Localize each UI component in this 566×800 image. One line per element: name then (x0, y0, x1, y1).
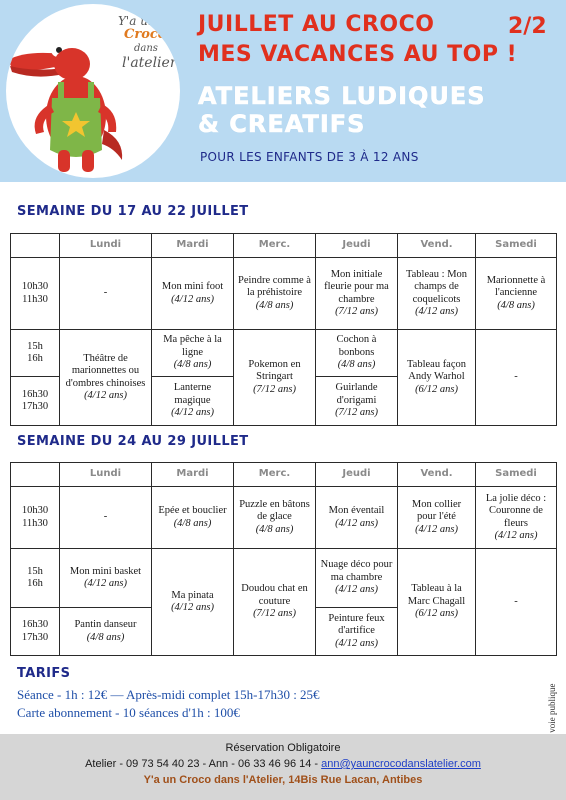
corner-cell (11, 463, 60, 487)
time-cell (11, 258, 60, 330)
activity-name: Guirlande d'origami (335, 382, 378, 406)
reservation-note: Réservation Obligatoire (225, 742, 341, 754)
activity-name: Pantin danseur (74, 619, 137, 630)
activity-name: - (103, 511, 108, 523)
day-header: Mardi (152, 463, 234, 487)
activity-cell (234, 549, 316, 656)
table-row (11, 487, 557, 549)
time-cell (11, 487, 60, 549)
age-range: (4/8 ans) (497, 299, 535, 311)
activity-cell (316, 487, 398, 549)
activity-cell (152, 258, 234, 330)
activity-cell (60, 330, 152, 426)
activity-name: Epée et bouclier (158, 505, 227, 516)
logo-line: dans (134, 43, 158, 54)
title-line-3: ATELIERS LUDIQUES (198, 82, 486, 110)
age-range: (4/8 ans) (86, 631, 125, 643)
corner-cell (11, 234, 60, 258)
title-line-1: JUILLET AU CROCO (198, 12, 435, 37)
activity-cell (234, 258, 316, 330)
activity-name: Peindre comme à la préhistoire (238, 274, 311, 299)
activity-cell (398, 487, 476, 549)
age-range: (4/12 ans) (84, 578, 127, 589)
age-range: (4/12 ans) (335, 584, 378, 596)
age-range: (4/8 ans) (255, 523, 294, 535)
activity-name: Pokemon en Stringart (248, 358, 301, 383)
table-header-row (11, 463, 557, 487)
contact-line (0, 758, 566, 770)
logo-wordmark (118, 14, 180, 70)
tarif-line-2: Carte abonnement - 10 séances d'1h : 100€ (17, 705, 240, 720)
activity-cell (476, 330, 557, 426)
activity-cell (152, 330, 234, 377)
age-range: (7/12 ans) (335, 306, 378, 317)
table-row (11, 330, 557, 377)
activity-name: - (514, 595, 518, 607)
activity-cell (316, 258, 398, 330)
time-end: 11h30 (22, 517, 48, 529)
activity-name: Peinture feux d'artifice (328, 612, 385, 637)
activity-cell (152, 377, 234, 426)
title-line-2: MES VACANCES AU TOP ! (198, 42, 518, 67)
time-cell (11, 608, 60, 656)
time-start: 10h30 (21, 281, 49, 292)
day-header: Vend. (398, 234, 476, 258)
activity-name: Tableau à la Marc Chagall (407, 583, 466, 607)
activity-name: Tableau façon Andy Warhol (406, 358, 467, 383)
activity-name: Nuage déco pour ma chambre (320, 559, 393, 583)
activity-cell (60, 258, 152, 330)
activity-name: Théâtre de marionnettes ou d'ombres chinoises (65, 352, 146, 389)
activity-name: Doudou chat en couture (241, 583, 308, 607)
page-number: 2/2 (508, 14, 547, 39)
age-range: (7/12 ans) (335, 407, 378, 419)
activity-name: Ma pêche à la ligne (163, 334, 222, 358)
activity-name: Mon collier pour l'été (411, 498, 462, 523)
activity-cell (398, 330, 476, 426)
logo-line: Croco (124, 27, 167, 42)
activity-cell (152, 549, 234, 656)
time-end: 17h30 (21, 631, 49, 643)
week1-schedule-table (10, 233, 557, 426)
contact-phones: Atelier - 09 73 54 40 23 - Ann - 06 33 46 96 14 - (85, 758, 322, 770)
time-start: 15h (27, 340, 43, 352)
activity-name: Mon éventail (328, 505, 385, 516)
age-range: (6/12 ans) (415, 383, 458, 395)
crocodile-mascot-icon (6, 20, 126, 178)
activity-name: Tableau : Mon champs de coquelicots (405, 268, 468, 305)
activity-name: Marionnette à l'ancienne (486, 274, 546, 299)
tarifs-title: TARIFS (17, 666, 71, 681)
age-range: (4/8 ans) (337, 359, 376, 371)
age-range: (7/12 ans) (253, 383, 296, 395)
age-range: (4/12 ans) (415, 523, 458, 535)
activity-cell (316, 608, 398, 656)
activity-cell (398, 258, 476, 330)
time-end: 16h (27, 353, 43, 364)
day-header: Mardi (152, 234, 234, 258)
day-header: Samedi (476, 234, 557, 258)
activity-cell (60, 608, 152, 656)
day-header: Jeudi (316, 463, 398, 487)
time-end: 11h30 (22, 293, 48, 305)
age-range: (4/12 ans) (84, 390, 127, 401)
logo-circle (6, 4, 180, 178)
activity-name: Lanterne magique (173, 382, 212, 406)
age-range: (4/8 ans) (173, 359, 212, 371)
activity-name: - (103, 287, 108, 299)
tarif-line-1: Séance - 1h : 12€ — Après-midi complet 15h-17h30 : 25€ (17, 687, 320, 702)
table-row (11, 258, 557, 330)
activity-name: Mon mini basket (69, 565, 142, 577)
day-header: Lundi (60, 234, 152, 258)
activity-cell (316, 377, 398, 426)
age-range: (4/8 ans) (255, 299, 294, 311)
activity-name: Cochon à bonbons (336, 334, 377, 358)
time-start: 16h30 (21, 388, 49, 400)
time-cell (11, 377, 60, 426)
table-row (11, 549, 557, 608)
age-range: (4/12 ans) (494, 530, 538, 541)
activity-cell (152, 487, 234, 549)
week1-title: SEMAINE DU 17 AU 22 JUILLET (17, 204, 249, 219)
time-end: 17h30 (21, 401, 49, 412)
activity-cell (476, 487, 557, 549)
age-range: (6/12 ans) (415, 608, 458, 620)
activity-cell (316, 549, 398, 608)
day-header: Merc. (234, 234, 316, 258)
age-range: (4/12 ans) (415, 306, 458, 317)
table-header-row (11, 234, 557, 258)
logo-line: Y'a un (118, 14, 156, 28)
age-range: (7/12 ans) (253, 608, 296, 620)
age-range: (4/12 ans) (171, 407, 214, 419)
activity-name: La jolie déco : Couronne de fleurs (485, 492, 547, 529)
email-link[interactable]: ann@yauncrocodanslatelier.com (321, 758, 481, 770)
activity-cell (476, 549, 557, 656)
subtitle: POUR LES ENFANTS DE 3 À 12 ANS (200, 150, 419, 164)
time-start: 15h (27, 565, 43, 577)
activity-cell (398, 549, 476, 656)
age-range: (4/12 ans) (335, 637, 378, 649)
activity-cell (234, 487, 316, 549)
age-range: (4/12 ans) (335, 517, 378, 529)
activity-cell (60, 549, 152, 608)
day-header: Jeudi (316, 234, 398, 258)
activity-name: Puzzle en bâtons de glace (239, 498, 310, 523)
time-end: 16h (27, 578, 43, 589)
age-range: (4/8 ans) (173, 517, 212, 529)
age-range: (4/12 ans) (171, 602, 214, 613)
day-header: Vend. (398, 463, 476, 487)
day-header: Samedi (476, 463, 557, 487)
activity-cell (60, 487, 152, 549)
day-header: Merc. (234, 463, 316, 487)
week2-title: SEMAINE DU 24 AU 29 JUILLET (17, 434, 249, 449)
header-banner (0, 0, 566, 182)
activity-name: Mon initiale fleurie pour ma chambre (324, 268, 389, 305)
time-cell (11, 549, 60, 608)
activity-cell (316, 330, 398, 377)
title-line-4: & CREATIFS (198, 110, 366, 138)
age-range: (4/12 ans) (171, 293, 214, 305)
activity-name: - (514, 371, 518, 383)
time-start: 16h30 (21, 619, 49, 630)
activity-cell (476, 258, 557, 330)
footer (0, 734, 566, 800)
logo-line: l'atelier (122, 55, 177, 71)
time-cell (11, 330, 60, 377)
day-header: Lundi (60, 463, 152, 487)
activity-name: Ma pinata (171, 589, 214, 601)
activity-name: Mon mini foot (161, 281, 224, 292)
time-start: 10h30 (21, 505, 49, 516)
activity-cell (234, 330, 316, 426)
week2-schedule-table (10, 462, 557, 656)
address-line: Y'a un Croco dans l'Atelier, 14Bis Rue Lacan, Antibes (143, 774, 423, 786)
